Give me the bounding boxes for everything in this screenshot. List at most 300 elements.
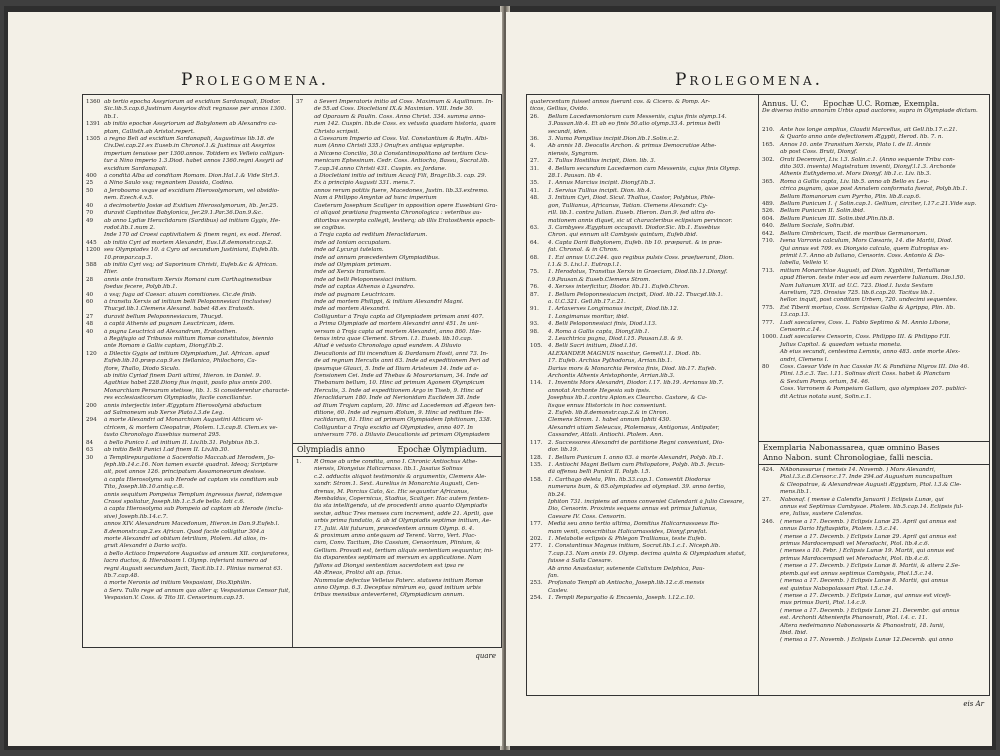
line-text: 4. Capta Darii Babylonem, Eufeb. lib 10. præparat. & in præ- [548, 239, 723, 246]
line-number: 128. [530, 454, 543, 461]
line-text: Bellum Cimbricum, Tacit. de moribus Germanorum. [780, 230, 928, 237]
line-text: tia disparentes septimam ad mersum ex applicatione. Nam [314, 555, 482, 562]
line-text: Ivena Varronis calculum, Mors Cæsaris, 14. die Martii, Diod. [780, 238, 953, 245]
line-number: 526. [762, 208, 775, 215]
text-line [296, 351, 498, 358]
text-line [762, 534, 986, 541]
text-line [296, 232, 498, 239]
text-line [86, 99, 291, 106]
line-text: lib.7.cap.48. [104, 573, 139, 579]
line-text: ab initio epochæ Assyriorum ad Babylonem ab Alexandro ca- [104, 121, 277, 128]
line-text: Deucalionis ad Ilii incendium & Dardanum Hosti, anni 73. In- [314, 350, 489, 357]
text-line [86, 403, 291, 410]
line-text: 3. Initium Cyri, Diod. Sicul. Thallus, Castor, Polybius, Phle- [548, 195, 715, 202]
line-text: à vsq; fuga ad Caesar. atuum comitiones. Cic.de finib. [104, 291, 257, 298]
line-number: 27. [530, 158, 539, 165]
line-text: versum à Troja capta ad mortem Alexandri, anno 860. Hæ- [314, 328, 482, 335]
text-line [762, 563, 986, 570]
text-line [530, 417, 755, 424]
line-text: 1. Constantinus Magnus initium, Socrat.lib.1.c.1. Niceph.lib. [548, 543, 721, 550]
line-text: Ab annis 18. Deocalis Archon. & primus Democratiae Athe- [548, 143, 717, 150]
line-text: Ludi saeculares, Coss. L. Fabio Septimo & M. Annio Libone, [780, 319, 951, 326]
line-number: 105. [530, 343, 543, 350]
line-text: apud Hieron. teste inter eos ad eam revertere Iulianum. Dio.l.50. [780, 275, 965, 282]
line-text: Bellum Punicum I. { Solin.cap.1. Gellium, circiter, l.17.c.21.Vide sup. [780, 201, 977, 208]
text-line [296, 210, 498, 217]
line-text: rill. lib.1. contra Julian. Euseb. Hieron. Dan.9. fed ultra do- [548, 210, 716, 217]
line-text: Vespasian.V. Coss. & Tito III. Censorinum.cap.15. [104, 595, 245, 602]
line-text: Christo scripsit. [314, 128, 360, 135]
text-line [86, 551, 291, 558]
text-line [762, 179, 986, 186]
line-text: Colliguntur à Troja excidio ad Olympiades, anno 407. In [314, 424, 474, 431]
text-line [86, 173, 291, 180]
text-line [530, 514, 755, 521]
line-text: à capta Hierosolyma sub Pompeio ad captam ab Herode (inclu- [104, 506, 284, 513]
line-text: Coss. Caesar Vide in hac Cassiæ IV. & Pandiâna Nigros III. Dio 46. [780, 364, 970, 370]
line-number: 40 [86, 202, 94, 209]
text-line [530, 292, 755, 299]
line-number: 35. [530, 180, 539, 187]
line-text: gon, Tullianus, Africanus, Tatian. Clemens Alexandr. Cy- [548, 202, 708, 209]
roman-epochs-heading: Epochæ U.C. Romæ, Exempla. [823, 99, 940, 108]
text-line [296, 314, 498, 321]
line-text: dit Actius notata sunt, Solin.c.1. [780, 393, 872, 400]
nabonassar-heading: Exemplaria Nabonassarea, quæ omnino Bases [763, 443, 940, 452]
line-text: inde ad belli Peloponnesiaci initium. [314, 276, 417, 283]
line-text: 4. Bellum secundum Lacedæmon cum Messeniis, cujus finis Olymp. [548, 165, 741, 172]
text-line [296, 343, 498, 350]
line-text: Iphiton 731. incipiens ad annos conveniet Calendarii à Julio Caesare, [548, 498, 745, 505]
line-text: Josephus lib.1.contra Apion.ex Clearcho. Castore, & Ca- [548, 395, 707, 402]
line-text: raclidarum, 61. Hinc ad primam Olympiadem Iphitionam, 338. [314, 417, 492, 424]
line-text: 3. Cambyses Ægyptum occupavit. Diodor.Sic. lib.1. Eusebius [548, 224, 720, 231]
line-number: 642. [762, 230, 775, 237]
text-line [296, 358, 498, 365]
line-text: Ab eius secundi, centesima Lemnis, anno 483. ante morte Alex- [780, 349, 960, 356]
text-line [296, 203, 498, 210]
text-line [762, 637, 986, 644]
text-line [762, 201, 986, 208]
text-line [296, 225, 498, 232]
line-number: 489. [762, 201, 775, 208]
line-text: ad Ilium Trojam captam, 20. Hinc ad Lacedemon ad Ægeon ten- [314, 402, 496, 409]
line-text: a regno Beli ad excidium Sardanapali, Augustinus lib.18. de [104, 136, 275, 143]
text-line [86, 521, 291, 528]
line-text: cum, Conv. Tacitum, Dio Cassium, Censorinum, Plinium, & [314, 540, 481, 547]
text-line [762, 127, 986, 134]
text-line [762, 342, 986, 349]
text-line [86, 247, 291, 254]
line-number: 36. [530, 136, 539, 143]
line-text: rum 142. Cuspin. lib.de Coss. ex vetusta quadam historia, quam [314, 121, 496, 128]
text-line [530, 521, 755, 528]
line-text: primit l.7. Anno ab Iuliano, Censorin. Coss. Antonio & Do- [780, 252, 945, 259]
text-line [530, 529, 755, 536]
text-line [530, 247, 755, 254]
text-line [296, 481, 498, 488]
line-text: 1. Inventis Mors Alexandri, Diodor. l.17. lib.19. Arrianus lib.7. [548, 380, 724, 387]
line-text: 1. Herodotus, Transitus Xerxis in Graeciam, Diod.lib.11.Dionyf. [548, 269, 728, 276]
text-line [86, 566, 291, 573]
text-line [762, 511, 986, 518]
line-text: à decimotertio Josiæ ad Exidium Hierosolymorum, lib. Jer.25. [104, 202, 279, 209]
line-text: Aliud è vetusto Chronologo apud eundem. A Diluvio [314, 343, 461, 350]
text-line [296, 143, 498, 150]
line-text: ditione, 60. Inde ad regnum Æolum, 9. Hinc ad reditum He- [314, 410, 484, 417]
line-text: & proximum anno antequam ad Terent. Varro, Vert. Flac- [314, 533, 477, 540]
line-text: Chron. qui ennum ult Cambysis quintum, Eufeb.ibid. [548, 232, 698, 239]
text-line [86, 114, 291, 121]
text-line [762, 164, 986, 171]
line-text: Aurelium, 725. Orosius 725. lib.6.cap.20. Tacitus lib.1. [780, 289, 935, 296]
line-text: Thebanum bellum, 10. Hinc ad primum Agonem Olympicum [314, 380, 485, 387]
text-line [296, 395, 498, 402]
line-text: inde ad Ioniam occupatam. [314, 239, 391, 246]
line-text: Sic.lib.5.cap.6.Justinum Assyrios dixit regnasse per annos 1300. [104, 106, 287, 113]
line-text: andri, Clemens l. [780, 356, 829, 363]
line-number: 1391 [86, 121, 101, 128]
line-text: Ludi saeculares Censorin, Coss. Philippo III. & Philippo F.II. [780, 334, 951, 341]
line-text: Altera nedeimanno Nabonassaris & Phanostrati, 18. Iunii, [780, 622, 945, 629]
text-line [86, 425, 291, 432]
line-text: 1. Longimanus moritur, ibid. [548, 313, 629, 320]
line-text: ab initio Cyri vsq; ad Saporinum Christi, Eufeb.&c & African. [104, 261, 278, 268]
text-line [530, 299, 755, 306]
line-text: 10.præpar.cap.3. [104, 254, 153, 261]
line-text: Heraclidarum 180. Inde ad Nerionidam Euclidem 38. Inde [314, 395, 480, 402]
line-text: 4. Xerxes interficitur, Diodor. lib.11. Eufeb.Chron. [548, 284, 690, 291]
text-line [86, 440, 291, 447]
line-text: Clemens Strom. 1. habet annum Iphiti 430. [548, 417, 671, 424]
text-line [86, 329, 291, 336]
line-text: sive) Joseph.lib.14.c.7. [104, 513, 168, 520]
text-line [296, 403, 498, 410]
text-line [86, 373, 291, 380]
text-line [762, 268, 986, 275]
text-line [86, 417, 291, 424]
line-text: 2. Eufeb. lib.8.demonstr.cap.2.& in Chron. [548, 410, 669, 417]
line-text: niensis, Dionysius Halicarnass. lib.1. Jasaius Solinus [314, 466, 463, 473]
text-line [296, 459, 498, 466]
text-line [86, 492, 291, 499]
line-text: fcensionem Cei. Inde ad Thebas & Mourorianum, 34. Inde ad [314, 373, 488, 380]
line-text: Julius Capitol. & quaedam vetusta moneta. [780, 341, 902, 348]
line-text: primus Mardocempadi vel Merodachi, Ptol. lib.4.c.6. [780, 541, 930, 548]
text-line [296, 511, 498, 518]
line-text: annis ante transitum Xerxis Romani cum Carthaginensibus [104, 276, 272, 283]
line-number: 27. [762, 496, 771, 503]
line-number: 777. [762, 319, 775, 326]
line-text: Est Tiberii mortuo, Coss. Scripsius Galba & Agrippa, Plin. lib. [780, 304, 956, 311]
annus-uc-heading: Annus. U. C. [762, 99, 809, 108]
line-text: Dio, Censorin. Proximis sequens annus est primus Julianus, [548, 506, 717, 513]
text-line [530, 188, 755, 195]
line-text: Roma à Gallis capta, Liv. lib.5. anno ab Bello ex Leu- [780, 178, 930, 185]
line-text: lib.1. [104, 113, 119, 120]
text-line [86, 395, 291, 402]
line-text: ere, Iulius, sustere Calendas. [780, 511, 863, 518]
text-line [296, 269, 498, 276]
line-number: 253. [530, 580, 543, 587]
line-text: à bello Actiaco Imperatore Augustus ad annum XII. conjuratores, [104, 550, 290, 557]
line-text: à morte Neronis ad initium Vespasiani, Dio.Xiphilin. [104, 580, 252, 587]
text-line [296, 292, 498, 299]
line-text: à Nicœno Concilio, 30.à Constantinopolitano ad tertium Ocu- [314, 150, 488, 157]
text-line [530, 306, 755, 313]
line-text: à Templirepurgatione à Sacerdotio Maccab.ad Herodem, Jo- [104, 454, 275, 461]
text-line [86, 106, 291, 113]
line-text: feph.lib.14.c.16. Non tamen exactè quadrat. Ideoq; Scripture [104, 461, 278, 468]
line-number: 588 [86, 261, 97, 268]
line-text: Herculis, 3. Inde ad expeditionem Argo in Tiseb, 9. Hinc ad [314, 387, 483, 394]
line-text: secundi, iden. [548, 128, 588, 135]
text-line [86, 558, 291, 565]
text-line [296, 585, 498, 592]
text-line [86, 514, 291, 521]
text-line [296, 106, 498, 113]
text-line [762, 386, 986, 393]
text-line [762, 349, 986, 356]
line-number: 63. [530, 224, 539, 231]
line-text: est quintus Nabopolassari Ptol. l.5.c.14. [780, 585, 894, 592]
line-number: 117. [530, 439, 543, 446]
text-line [762, 467, 986, 474]
line-text: regni Augusti secundum Jacit, Tacit.lib.11. Plinius numerat 63. [104, 565, 283, 572]
line-text: universum 776. à Diluvio Deucalionis ad primam Olympiadem [314, 432, 490, 439]
line-text: Bellum Punicum III. Solin.ibid.Plin.lib.8. [780, 215, 895, 222]
text-line [762, 238, 986, 245]
text-line [530, 395, 755, 402]
line-text: Caesare IV. Coss. Censorin. [548, 513, 626, 520]
line-text: mus primus Darii, Ptol. l.4.c.9. [780, 600, 867, 607]
text-line [762, 541, 986, 548]
line-text: foedus fecere, Polyb.lib.1. [104, 284, 178, 291]
line-text: labella, Velleio V. [780, 260, 828, 267]
text-line [86, 536, 291, 543]
text-line [296, 247, 498, 254]
line-text: Qui annus est 709. ex Dionysio calculo, quem Eutropius ex- [780, 245, 949, 252]
text-line [530, 180, 755, 187]
line-text: xandr. Strom.1. Sext. Aurelius in Monarchia Augusti, Cen- [314, 481, 480, 488]
text-line [530, 240, 755, 247]
text-line [86, 218, 291, 225]
text-line [86, 380, 291, 387]
line-text: ab tertio epocha Assyriorum ad excidium Sardanapali, Diodor. [104, 99, 281, 105]
line-text: 1. Annus Marcius incipit. Dionyf.lib.3. [548, 180, 656, 187]
line-number: 1000. [762, 334, 779, 341]
text-line [86, 158, 291, 165]
line-text: urbis prima fundatio, & ab id Olympiadis septimæ initium, Ae- [314, 518, 492, 525]
line-text: niensis, Syngram. [548, 150, 599, 157]
text-line [296, 503, 498, 510]
text-line [530, 580, 755, 587]
line-text: 1. Bellum Punicum I. anno 63. à morte Alexandri, Polyb. lib.1. [548, 454, 724, 461]
line-text: 3. Numa Pompilius incipit.Dion.lib.1.Solin.c.2. [548, 136, 679, 143]
text-line [530, 469, 755, 476]
line-text: 4. Belli Sacri initium, Diod.l.16. [548, 343, 638, 350]
text-line [762, 312, 986, 319]
text-line [530, 595, 755, 602]
text-line [530, 462, 755, 469]
line-text: ( mensa a 17. Novemb. ) Eclipsis Lunæ 12.Decemb. qui anno [780, 637, 953, 644]
text-line [762, 578, 986, 585]
text-line [762, 623, 986, 630]
line-text: menicum Ephesinum. Cedr. Coss. Antiocho, Bassu, Socrat.lib. [314, 158, 490, 165]
text-line [530, 173, 755, 180]
line-number: 91. [530, 306, 539, 313]
text-line [86, 469, 291, 476]
line-text: inde ad Xerxis transitum. [314, 269, 386, 276]
line-number: 165. [762, 141, 775, 148]
text-line [762, 253, 986, 260]
line-text: inde ad pugnam Leuctricam. [314, 291, 396, 298]
line-text: à pugna Leuctricâ ad Alexandrum, Eratosthen. [104, 328, 238, 335]
line-text: inde ad captas Athenas à Lysandro. [314, 284, 415, 291]
line-number: 202. [530, 535, 543, 542]
text-line [296, 329, 498, 336]
text-line [762, 142, 986, 149]
text-line [296, 129, 498, 136]
text-line [530, 143, 755, 150]
line-number: 254. [530, 595, 543, 602]
text-line [296, 563, 498, 570]
line-text: annus est Septimus Cambysae. Ptolem. lib.5.cap.14. Eclipsis ful- [780, 504, 964, 511]
text-line [296, 518, 498, 525]
text-line [86, 143, 291, 150]
text-line [86, 240, 291, 247]
text-line [530, 114, 755, 121]
line-text: ab initio Belli Punici I.ad finem II. Liv.lib.30. [104, 447, 230, 454]
line-number: 365. [762, 178, 775, 185]
line-text: à captâ Athenis ad pugnam Leuctricam, idem. [104, 321, 235, 328]
text-line [86, 543, 291, 550]
text-line [296, 299, 498, 306]
text-line [86, 321, 291, 328]
text-line [762, 275, 986, 282]
olympiad-year-heading: Olympiadis anno [297, 445, 365, 454]
line-text: 1. Bellum Peloponnesiacum incipit, Diod. lib.12. Thucyd.lib.1. [548, 291, 723, 298]
line-text: & Sextum Pomp. ortum, 54. 46. [780, 378, 870, 385]
line-text: ALEXANDER MAGNUS nascitur, Gemell.l.1. Diod. lib. [548, 350, 701, 357]
text-line [530, 232, 755, 239]
text-line [530, 440, 755, 447]
line-text: gruit Alexandri à Dario ucifo. [104, 543, 187, 550]
line-text: Ptol.l.3.c.8.Censor.c.17. Inde 294.ad Augustum nuncupaltum [780, 474, 953, 481]
line-text: duravit Captivitas Babylonica, Jer.29.1.Par.36.Dan.9.&c. [104, 210, 263, 217]
text-line [530, 336, 755, 343]
line-text: hellor. inquit, post conditam Urbem, 720. undecimi sequentes. [780, 297, 958, 304]
line-text: ab post Coss. Bruti, Dionyf. [780, 149, 858, 156]
text-line [530, 536, 755, 543]
line-text: lacro ductos, & Hieroboam l. Olymp. inferiunt numero ad [104, 558, 267, 565]
line-number: 135. [530, 461, 543, 468]
line-text: Rembaldus, Copernicus, Stadius, Scaliger. Hac autem fenten- [314, 496, 489, 503]
left-column-b [296, 99, 498, 439]
line-text: Ex à principio Augusti 331. mens.7. [314, 180, 416, 187]
text-line [762, 519, 986, 526]
text-line [762, 320, 986, 327]
text-line [762, 548, 986, 555]
line-text: 1. Antiochi Magni Bellum cum Philopatore, Polyb. lib.5. fecun- [548, 461, 725, 468]
text-line [530, 366, 755, 373]
line-text: & Quarto anno ante defectionem Ægypti, Herod. lib. 7. n. [780, 134, 944, 141]
line-text: a. U.C.321. Gell.lib.17.c.21. [548, 298, 626, 305]
text-line [86, 595, 291, 602]
line-text: 3.Pausan.lib.4. Et ab eo finis 50.alio olymp.33.4. primus belli [548, 121, 721, 128]
text-line [530, 210, 755, 217]
text-line [762, 489, 986, 496]
line-text: Caeterum Josephum Scaliger in opposition opere Eusebiani Gra- [314, 202, 498, 209]
text-line [86, 432, 291, 439]
line-text: ante Romam à Gallis captam, Dionyf.lib.2. [104, 343, 224, 350]
left-column-a [86, 99, 291, 643]
line-text: Gellium. Provadi est, tertium aliquis sententiam sequuntur, ini- [314, 547, 494, 554]
text-line [86, 484, 291, 491]
text-line [86, 151, 291, 158]
text-line [530, 343, 755, 350]
text-line [762, 327, 986, 334]
text-line [296, 255, 498, 262]
text-line [530, 195, 755, 202]
line-text: Medià seu anno tertio ultima, Domitius Halicarnassaeus Ro- [548, 521, 720, 528]
text-line [296, 570, 498, 577]
text-line [86, 262, 291, 269]
book-spread [4, 6, 996, 750]
line-number: 114. [530, 380, 543, 387]
line-text: Ibid. Ibid. [780, 629, 808, 636]
text-line [530, 262, 755, 269]
line-text: l.1.& 5. Liv.l.1. Eutrop.l.1. [548, 261, 622, 268]
line-text: tia sta intelligenda, ut de procedenti anno quarto Olympiadis [314, 503, 488, 510]
line-number: 41. [530, 187, 539, 194]
line-text: res ecclesiasticorum Olympiadis, facile conciliantur. [104, 395, 252, 402]
nabonassar-table-header [759, 441, 989, 465]
line-text: anno Olymp. 6.3. Deceptus nimirum eo, quod initium urbis [314, 584, 481, 591]
text-line [296, 388, 498, 395]
line-text: Crassi spoliatur, Joseph.lib.1.c.5.de bello. Ioti c.6. [104, 498, 245, 505]
line-text: excidium Sardanapali. [104, 165, 168, 172]
line-text: primus Mardocempadi vel Merodachi, Ptol. lib.4.c.6. [780, 555, 930, 562]
text-line [530, 166, 755, 173]
text-line [296, 218, 498, 225]
text-line [762, 394, 986, 401]
text-line [530, 588, 755, 595]
text-line [86, 299, 291, 306]
text-line [296, 380, 498, 387]
right-column-b [762, 127, 986, 431]
line-text: dito 303. inventa) Magistratum inventi, Dionyf.l.1.3. Archonte [780, 164, 956, 171]
line-text: mens.lib.1. [780, 489, 812, 496]
line-text: ci aliquot prætiana fragmenta Chronologica : veteribus au- [314, 210, 482, 217]
text-line [762, 630, 986, 637]
line-text: annis interjectis inter Ægyptum Hierosolymâ abductum [104, 402, 262, 409]
line-text: mam venit, conscribitus Halicarnassides, Dionyf.præfat. [548, 528, 708, 535]
text-line [762, 283, 986, 290]
column-divider [758, 95, 759, 695]
line-text: ad Salmoneum sub Xerxe Plato.l.3.de Leg. [104, 410, 225, 417]
line-text: à Caesarum Imperio ad Coss. Val. Constantium & Rufin. Albi- [314, 136, 489, 143]
line-number: 48. [530, 195, 539, 202]
line-text: Annos 10. ante Transitum Xerxis, Plato l. de II. Annis [780, 141, 931, 148]
olympiad-table-header [293, 443, 501, 457]
line-text: imperium tenuisse per 1300.annos. Totidem ex Velleio colligun- [104, 150, 285, 157]
text-line [86, 529, 291, 536]
text-line [296, 592, 498, 599]
text-line [86, 499, 291, 506]
text-line [762, 194, 986, 201]
line-text: Colliguntur à Troja capta ad Olympiadem primam anni 407. [314, 313, 484, 320]
